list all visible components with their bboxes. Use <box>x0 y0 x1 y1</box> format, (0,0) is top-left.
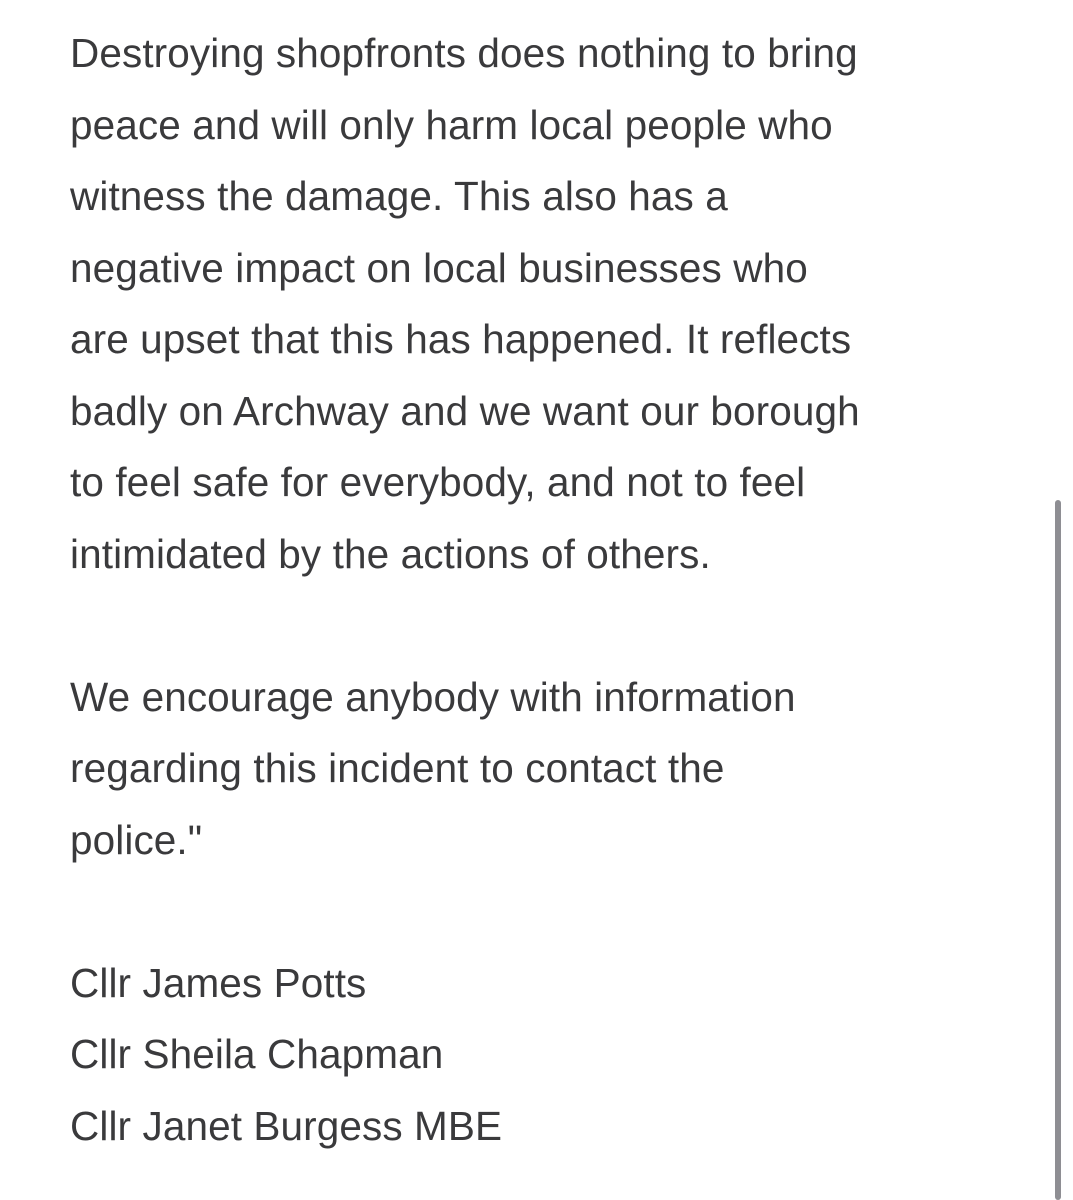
paragraph-line: peace and will only harm local people who <box>70 101 833 148</box>
paragraph-line: police." <box>70 816 203 863</box>
paragraph-line: We encourage anybody with information <box>70 673 796 720</box>
paragraph-line: witness the damage. This also has a <box>70 173 728 219</box>
paragraph-line: intimidated by the actions of others. <box>70 530 711 577</box>
paragraph-line: regarding this incident to contact the <box>70 745 725 791</box>
paragraph-line: negative impact on local businesses who <box>70 244 808 291</box>
signatory-name: Cllr James Potts <box>70 959 367 1006</box>
paragraph-spacer <box>70 590 1030 662</box>
statement-body <box>70 18 1030 1162</box>
vertical-scrollbar[interactable] <box>1055 500 1061 1200</box>
signatory-list <box>70 948 1030 1163</box>
signatory-name: Cllr Sheila Chapman <box>70 1031 444 1077</box>
signatory-name: Cllr Janet Burgess MBE <box>70 1102 503 1149</box>
paragraph-line: Destroying shopfronts does nothing to bring <box>70 30 858 76</box>
paragraph-2 <box>70 662 1030 877</box>
paragraph-spacer <box>70 876 1030 948</box>
paragraph-line: badly on Archway and we want our borough <box>70 387 860 434</box>
paragraph-1 <box>70 18 1030 590</box>
paragraph-line: are upset that this has happened. It reflects <box>70 316 852 362</box>
paragraph-line: to feel safe for everybody, and not to feel <box>70 459 806 505</box>
